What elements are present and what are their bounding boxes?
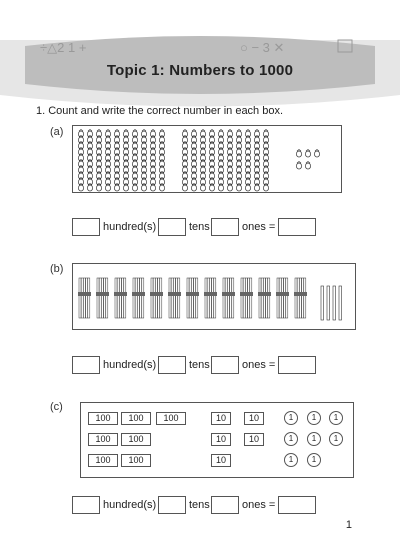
ten-stick-bundle	[204, 278, 217, 318]
ones-answer-box[interactable]	[211, 356, 239, 374]
ones-answer-box[interactable]	[211, 496, 239, 514]
tens-label: tens	[189, 359, 210, 371]
ten-stick-bundle	[186, 278, 199, 318]
ten-stick-bundle	[222, 278, 235, 318]
ten-stick-bundle	[276, 278, 289, 318]
ten-tile: 10	[244, 433, 264, 446]
part-b-label: (b)	[50, 263, 64, 275]
hundreds-answer-box[interactable]	[72, 356, 100, 374]
ten-tile: 10	[211, 433, 231, 446]
sticks-bundles	[73, 264, 357, 331]
one-tile: 1	[307, 453, 321, 467]
tens-label: tens	[189, 221, 210, 233]
page-title: Topic 1: Numbers to 1000	[106, 62, 294, 79]
tens-label: tens	[189, 499, 210, 511]
hundreds-answer-box[interactable]	[72, 218, 100, 236]
ten-tile: 10	[211, 454, 231, 467]
one-tile: 1	[307, 411, 321, 425]
one-tile: 1	[284, 411, 298, 425]
strawberry-icon	[296, 162, 301, 170]
tens-answer-box[interactable]	[158, 496, 186, 514]
one-tile: 1	[329, 411, 343, 425]
part-c-picture	[80, 402, 354, 478]
ones-label: ones =	[242, 359, 276, 371]
part-a-picture	[72, 125, 342, 193]
hundred-tile: 100	[88, 433, 118, 446]
ten-stick-bundle	[294, 278, 307, 318]
hundreds-answer-box[interactable]	[72, 496, 100, 514]
ten-tile: 10	[244, 412, 264, 425]
ones-label: ones =	[242, 221, 276, 233]
tens-answer-box[interactable]	[158, 356, 186, 374]
one-tile: 1	[329, 432, 343, 446]
strawberry-icon	[305, 162, 310, 170]
strawberry-icon	[296, 150, 301, 158]
strawberry-icon	[305, 150, 310, 158]
ten-stick-bundle	[132, 278, 145, 318]
part-a-label: (a)	[50, 126, 64, 138]
answer-row-a	[0, 218, 400, 238]
strawberry-groups	[73, 126, 343, 194]
number-answer-box[interactable]	[278, 356, 316, 374]
hundred-tile: 100	[156, 412, 186, 425]
single-stick	[333, 286, 336, 320]
part-b-picture	[72, 263, 356, 330]
single-stick	[321, 286, 324, 320]
ten-stick-bundle	[114, 278, 127, 318]
ten-stick-bundle	[150, 278, 163, 318]
ten-stick-bundle	[96, 278, 109, 318]
hundred-tile: 100	[121, 454, 151, 467]
part-c-label: (c)	[50, 401, 63, 413]
svg-text:○ − 3 ✕: ○ − 3 ✕	[240, 40, 285, 55]
one-tile: 1	[307, 432, 321, 446]
answer-row-c	[0, 496, 400, 516]
topic-banner	[0, 0, 400, 120]
ones-answer-box[interactable]	[211, 218, 239, 236]
ten-stick-bundle	[240, 278, 253, 318]
strawberry-icon	[314, 150, 319, 158]
answer-row-b	[0, 356, 400, 376]
banner-symbols: ÷△2 1 +	[40, 40, 87, 55]
page-number: 1	[345, 519, 352, 531]
ones-label: ones =	[242, 499, 276, 511]
ten-stick-bundle	[258, 278, 271, 318]
single-stick	[327, 286, 330, 320]
ten-stick-bundle	[78, 278, 91, 318]
one-tile: 1	[284, 453, 298, 467]
hundred-tile: 100	[88, 454, 118, 467]
tens-answer-box[interactable]	[158, 218, 186, 236]
hundreds-label: hundred(s)	[103, 499, 157, 511]
number-answer-box[interactable]	[278, 218, 316, 236]
ten-stick-bundle	[168, 278, 181, 318]
hundreds-label: hundred(s)	[103, 359, 157, 371]
question-text: 1. Count and write the correct number in each box.	[36, 105, 284, 117]
single-stick	[339, 286, 342, 320]
one-tile: 1	[284, 432, 298, 446]
ten-tile: 10	[211, 412, 231, 425]
number-answer-box[interactable]	[278, 496, 316, 514]
hundred-tile: 100	[88, 412, 118, 425]
hundred-tile: 100	[121, 433, 151, 446]
hundred-tile: 100	[121, 412, 151, 425]
hundreds-label: hundred(s)	[103, 221, 157, 233]
